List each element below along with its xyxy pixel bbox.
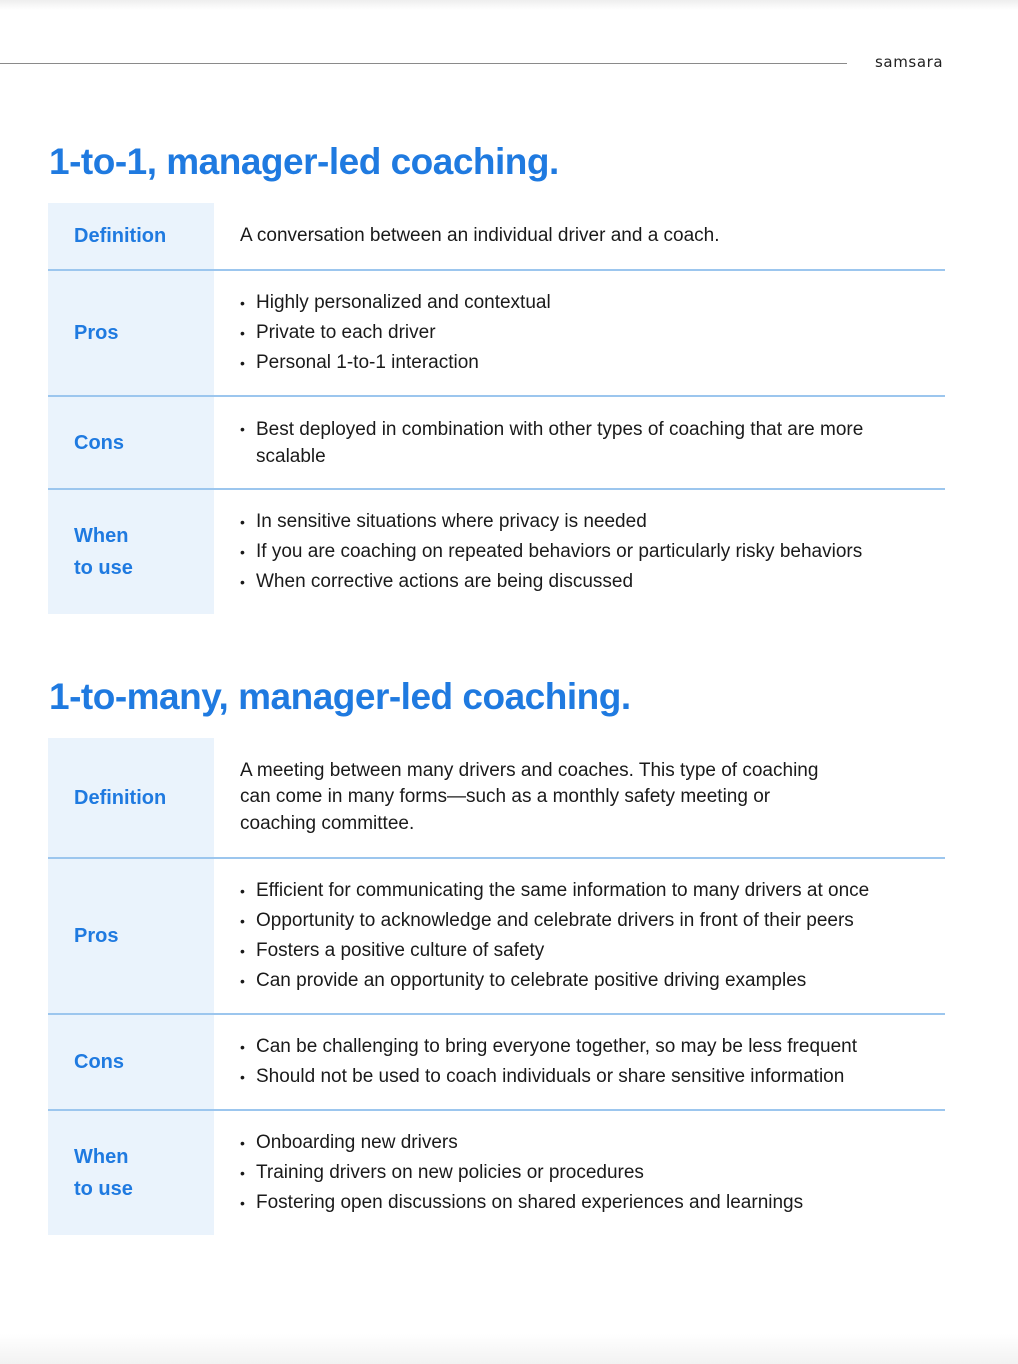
cons-list: [240, 416, 905, 470]
row-content-when-to-use: [214, 1111, 945, 1235]
pros-list: [240, 876, 945, 996]
row-when-to-use: [48, 490, 945, 614]
list-item: • Fostering open discussions on shared experiences and learnings: [240, 1188, 925, 1218]
list-item: • Best deployed in combination with other types of coaching that are more scalable: [240, 416, 905, 470]
row-content-when-to-use: [214, 490, 945, 614]
row-content-pros: [214, 271, 945, 395]
row-cons: [48, 397, 945, 490]
page-top-shadow: [0, 0, 1018, 10]
label-when: When: [74, 525, 129, 547]
bullet-icon: •: [240, 325, 245, 341]
bullet-icon: •: [240, 574, 245, 590]
list-item: • Can provide an opportunity to celebrate positive driving examples: [240, 966, 945, 996]
list-item: • Can be challenging to bring everyone together, so may be less frequent: [240, 1032, 925, 1062]
pros-list: [240, 288, 925, 378]
list-item: • Opportunity to acknowledge and celebrate drivers in front of their peers: [240, 906, 945, 936]
row-label-when-to-use: [48, 490, 214, 614]
page-bottom-shadow: [0, 1334, 1018, 1364]
list-item: • When corrective actions are being discussed: [240, 567, 925, 597]
bullet-icon: •: [240, 913, 245, 929]
bullet-icon: •: [240, 1039, 245, 1055]
definition-text: A meeting between many drivers and coaches. This type of coaching can come in many forms—such as a monthly safety meeting or coaching committee.: [240, 759, 819, 834]
bullet-icon: •: [240, 355, 245, 371]
cons-list: [240, 1032, 925, 1092]
brand-logo: samsara: [875, 53, 944, 71]
row-label-cons: Cons: [48, 1015, 214, 1109]
bullet-icon: •: [240, 1135, 245, 1151]
definition-text: A conversation between an individual driver and a coach.: [240, 224, 720, 246]
bullet-icon: •: [240, 1165, 245, 1181]
bullet-icon: •: [240, 943, 245, 959]
list-item: • Personal 1-to-1 interaction: [240, 348, 925, 378]
section-title-1-to-1: 1-to-1, manager-led coaching.: [49, 141, 559, 182]
comparison-table-1-to-1: [48, 203, 945, 614]
list-item: • Efficient for communicating the same information to many drivers at once: [240, 876, 945, 906]
row-label-definition: Definition: [48, 203, 214, 269]
list-item: • Onboarding new drivers: [240, 1128, 925, 1158]
row-label-definition: Definition: [48, 738, 214, 857]
row-content-cons: [214, 397, 945, 488]
row-label-pros: Pros: [48, 859, 214, 1013]
label-when: When: [74, 1146, 129, 1168]
row-label-pros: Pros: [48, 271, 214, 395]
row-definition: [48, 738, 945, 859]
bullet-icon: •: [240, 1195, 245, 1211]
header-divider: [0, 63, 847, 64]
bullet-icon: •: [240, 1069, 245, 1085]
label-to-use: to use: [74, 557, 133, 579]
bullet-icon: •: [240, 973, 245, 989]
list-item: • Training drivers on new policies or procedures: [240, 1158, 925, 1188]
when-list: [240, 507, 925, 597]
row-label-when-to-use: [48, 1111, 214, 1235]
label-to-use: to use: [74, 1178, 133, 1200]
when-list: [240, 1128, 925, 1218]
row-pros: [48, 859, 945, 1015]
section-title-1-to-many: 1-to-many, manager-led coaching.: [49, 676, 631, 717]
row-pros: [48, 271, 945, 397]
row-when-to-use: [48, 1111, 945, 1235]
bullet-icon: •: [240, 544, 245, 560]
row-label-cons: Cons: [48, 397, 214, 488]
row-content-definition: [214, 203, 945, 269]
bullet-icon: •: [240, 295, 245, 311]
bullet-icon: •: [240, 883, 245, 899]
list-item: • Highly personalized and contextual: [240, 288, 925, 318]
list-item: • Private to each driver: [240, 318, 925, 348]
row-content-definition: [214, 738, 945, 857]
list-item: • If you are coaching on repeated behaviors or particularly risky behaviors: [240, 537, 925, 567]
comparison-table-1-to-many: [48, 738, 945, 1235]
row-content-cons: [214, 1015, 945, 1109]
bullet-icon: •: [240, 420, 245, 437]
bullet-icon: •: [240, 514, 245, 530]
row-definition: [48, 203, 945, 271]
list-item: • Fosters a positive culture of safety: [240, 936, 945, 966]
row-content-pros: [214, 859, 945, 1013]
list-item: • Should not be used to coach individuals or share sensitive information: [240, 1062, 925, 1092]
list-item: • In sensitive situations where privacy is needed: [240, 507, 925, 537]
row-cons: [48, 1015, 945, 1111]
